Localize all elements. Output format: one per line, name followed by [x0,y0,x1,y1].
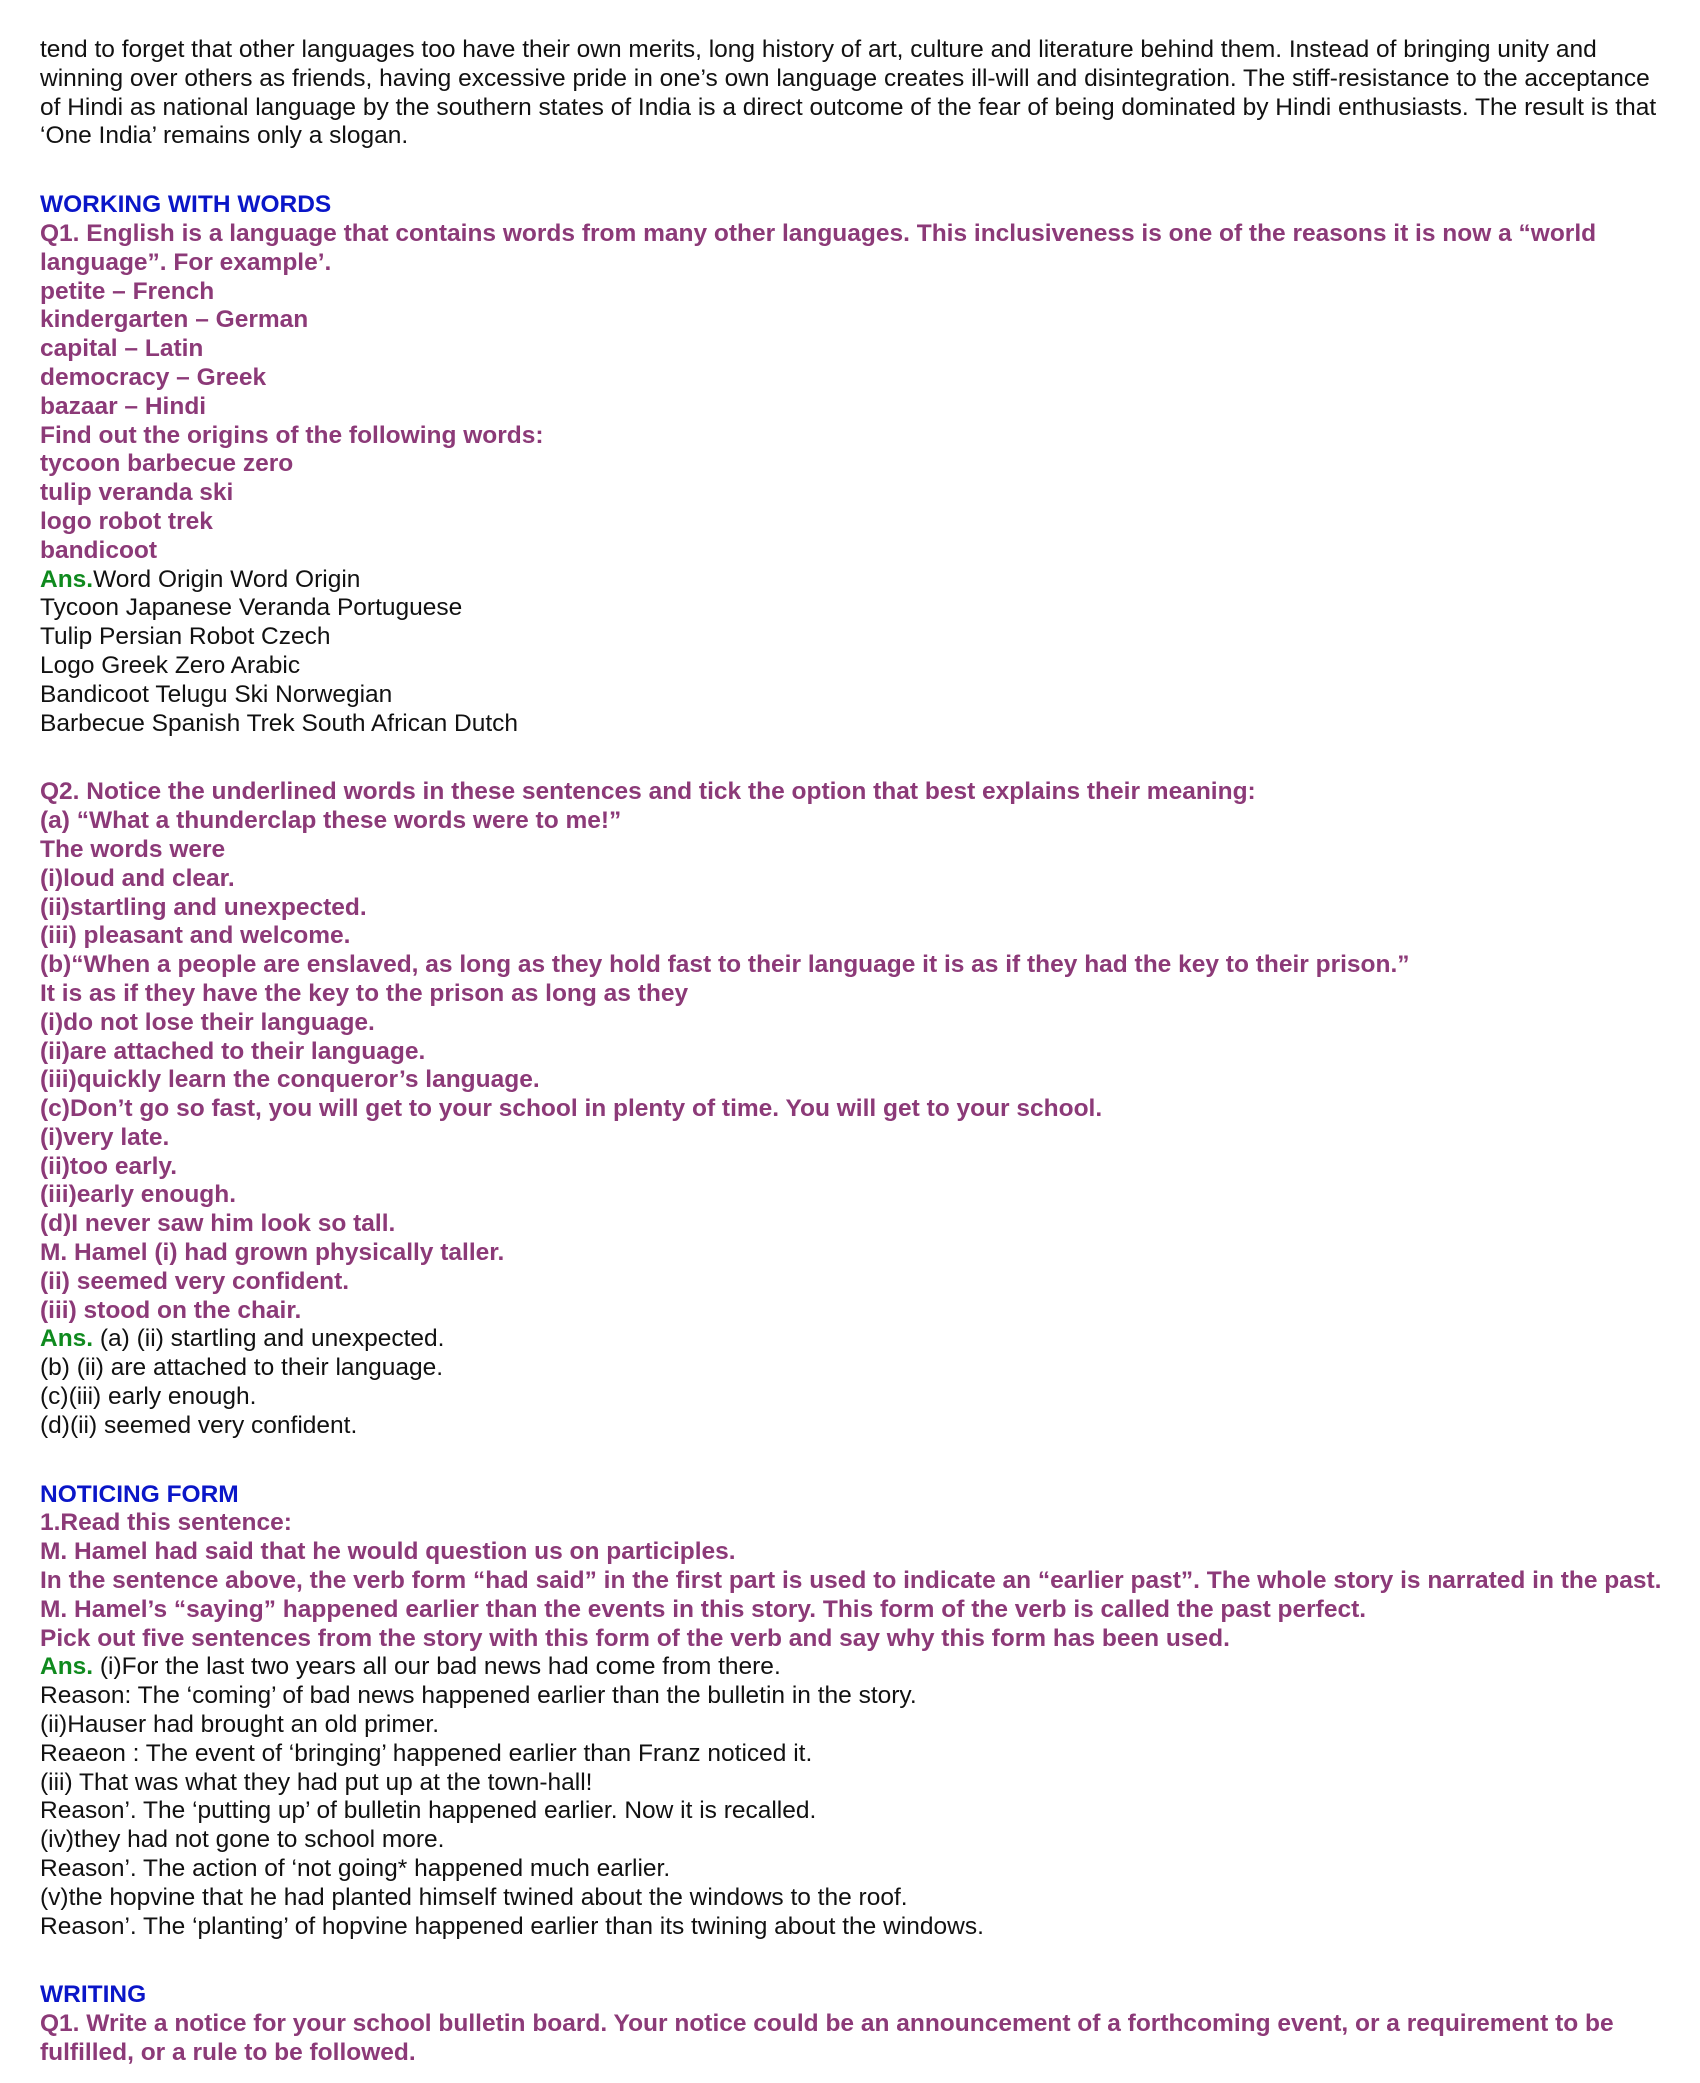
answer-line: (iii) That was what they had put up at the town-hall! [40,1768,593,1796]
question-line: (c)Don’t go so fast, you will get to your school in plenty of time. You will get to your school. [40,1095,1103,1123]
answer-line [40,1653,1695,1682]
question-line: Q2. Notice the underlined words in these sentences and tick the option that best explains their meaning: [40,778,1256,806]
question-line: (iii) stood on the chair. [40,1296,302,1324]
answer-line: Reaeon : The event of ‘bringing’ happened earlier than Franz noticed it. [40,1739,813,1767]
spacer [40,151,1695,191]
question-line: In the sentence above, the verb form “had said” in the first part is used to indicate an “earlier past”. The whole story is narrated in the past. [40,1567,1662,1595]
question-line: Pick out five sentences from the story with this form of the verb and say why this form has been used. [40,1624,1230,1652]
question-line: (iii)quickly learn the conqueror’s language. [40,1066,540,1094]
answer-1 [40,1653,1695,1941]
question-line: logo robot trek [40,507,213,535]
question-line: (iii)early enough. [40,1181,237,1209]
answer-line: Tulip Persian Robot Czech [40,623,331,651]
answer-line [40,1325,1695,1354]
spacer [40,738,1695,778]
question-1 [40,1509,1695,1653]
question-line: Find out the origins of the following words: [40,421,544,449]
answer-label: Ans. [40,1325,94,1353]
question-line: The words were [40,835,226,863]
question-line: (iii) pleasant and welcome. [40,922,351,950]
answer-line: (d)(ii) seemed very confident. [40,1411,358,1439]
spacer [40,1941,1695,1981]
intro-line: winning over others as friends, having excessive pride in one’s own language creates ill-will and disintegration. The stiff-resistance to the acceptance [40,64,1650,92]
question-line: (i)very late. [40,1123,170,1151]
answer-line: Reason’. The ‘putting up’ of bulletin happened earlier. Now it is recalled. [40,1797,817,1825]
answer-line: Tycoon Japanese Veranda Portuguese [40,594,463,622]
answer-line: Logo Greek Zero Arabic [40,651,301,679]
intro-line: ‘One India’ remains only a slogan. [40,122,409,150]
answer-line: Barbecue Spanish Trek South African Dutch [40,709,519,737]
question-2 [40,778,1695,1325]
question-line: (ii)are attached to their language. [40,1037,426,1065]
section-heading: NOTICING FORM [40,1480,239,1508]
answer-line: Reason’. The action of ‘not going* happened much earlier. [40,1855,671,1883]
question-line: Q1. Write a notice for your school bulletin board. Your notice could be an announcement of a forthcoming event, or a requirement to be [40,2010,1614,2038]
question-line: language”. For example’. [40,248,332,276]
question-line: tulip veranda ski [40,479,234,507]
intro-paragraph [40,36,1695,151]
question-1 [40,220,1695,566]
question-line: capital – Latin [40,335,204,363]
question-line: M. Hamel’s “saying” happened earlier than the events in this story. This form of the verb is called the past perfect. [40,1595,1367,1623]
question-line: bazaar – Hindi [40,392,207,420]
answer-line: Reason: The ‘coming’ of bad news happened earlier than the bulletin in the story. [40,1682,917,1710]
question-line: (ii)too early. [40,1152,178,1180]
answer-line: (c)(iii) early enough. [40,1383,257,1411]
answer-line: (ii)Hauser had brought an old primer. [40,1711,440,1739]
answer-line: (v)the hopvine that he had planted himself twined about the windows to the roof. [40,1883,908,1911]
question-line: bandicoot [40,536,158,564]
section-working-with-words [40,191,1695,1440]
answer-text: (i)For the last two years all our bad news had come from there. [93,1653,781,1681]
section-heading: WRITING [40,1981,147,2009]
spacer [40,1441,1695,1481]
question-line: (d)I never saw him look so tall. [40,1210,396,1238]
question-line: M. Hamel (i) had grown physically taller. [40,1239,505,1267]
intro-line: tend to forget that other languages too have their own merits, long history of art, culture and literature behind them. Instead of bringing unity and [40,36,1597,63]
answer-label: Ans. [40,565,94,593]
answer-line: (iv)they had not gone to school more. [40,1826,445,1854]
question-line: democracy – Greek [40,363,267,391]
question-line: It is as if they have the key to the prison as long as they [40,979,689,1007]
section-noticing-form [40,1481,1695,1942]
document-page [40,36,1695,2068]
answer-line: (b) (ii) are attached to their language. [40,1354,444,1382]
question-line: (a) “What a thunderclap these words were to me!” [40,807,622,835]
question-line: fulfilled, or a rule to be followed. [40,2039,416,2066]
section-writing [40,1981,1695,2067]
answer-label: Ans. [40,1653,94,1681]
question-line: Q1. English is a language that contains words from many other languages. This inclusiveness is one of the reasons it is now a “world [40,219,1597,247]
answer-line [40,566,1695,595]
answer-line: Bandicoot Telugu Ski Norwegian [40,680,393,708]
question-line: kindergarten – German [40,306,309,334]
question-line: (ii) seemed very confident. [40,1267,350,1295]
answer-line: Reason’. The ‘planting’ of hopvine happened earlier than its twining about the windows. [40,1912,984,1940]
question-line: (i)do not lose their language. [40,1008,375,1036]
question-line: petite – French [40,277,215,305]
section-heading: WORKING WITH WORDS [40,191,332,219]
answer-1 [40,566,1695,739]
answer-2 [40,1325,1695,1440]
question-line: M. Hamel had said that he would question us on participles. [40,1538,736,1566]
question-line: 1.Read this sentence: [40,1509,292,1537]
answer-text: (a) (ii) startling and unexpected. [93,1325,445,1353]
question-line: (ii)startling and unexpected. [40,893,367,921]
answer-text: Word Origin Word Origin [93,565,361,593]
intro-line: of Hindi as national language by the southern states of India is a direct outcome of the fear of being dominated by Hindi enthusiasts. The result is that [40,93,1657,121]
question-line: (b)“When a people are enslaved, as long as they hold fast to their language it is as if they had the key to their prison.” [40,951,1410,979]
question-line: (i)loud and clear. [40,864,235,892]
question-line: tycoon barbecue zero [40,450,294,478]
